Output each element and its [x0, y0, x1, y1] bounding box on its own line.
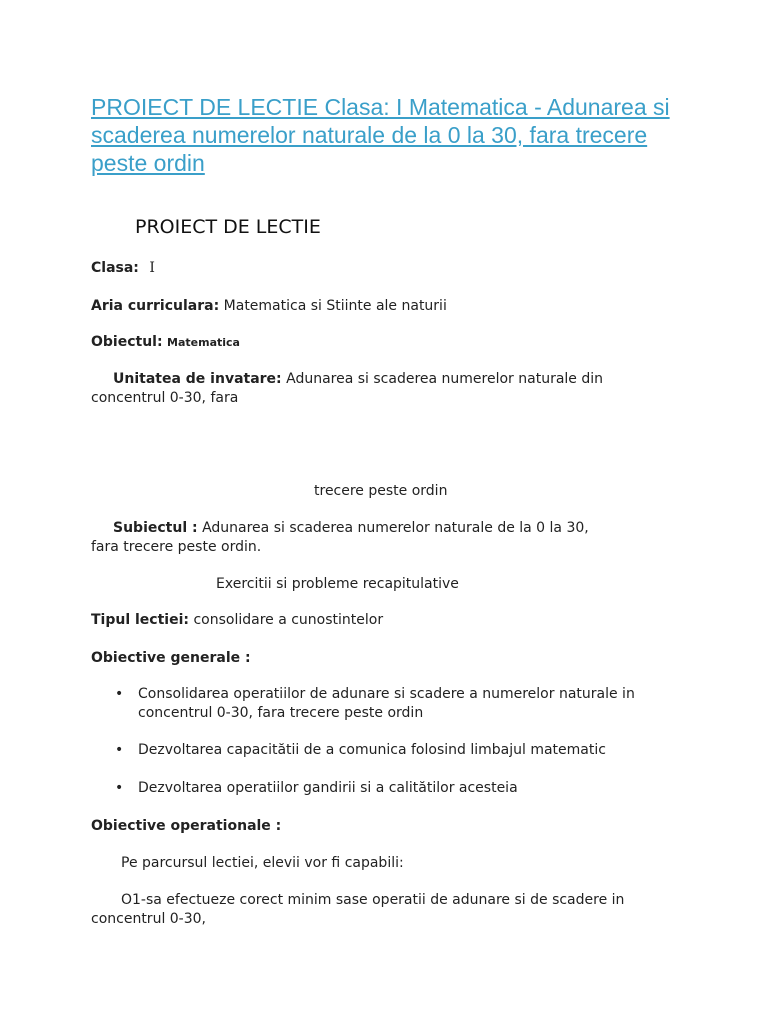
unitatea-line3: trecere peste ordin: [314, 483, 448, 499]
subiectul-line2: fara trecere peste ordin.: [91, 539, 262, 555]
tipul-value: consolidare a cunostintelor: [193, 612, 384, 628]
aria-label: Aria curriculara:: [91, 298, 220, 314]
obiectul-value: Matematica: [167, 336, 240, 349]
aria-row: [91, 297, 447, 316]
bullet-icon: •: [115, 742, 124, 758]
subiectul-value: Adunarea si scaderea numerelor naturale de la 0 la 30,: [202, 520, 589, 536]
tipul-label: Tipul lectiei:: [91, 612, 189, 628]
clasa-row: [91, 259, 155, 278]
list-item-text: Dezvoltarea capacitătii de a comunica folosind limbajul matematic: [138, 742, 606, 758]
aria-value: Matematica si Stiinte ale naturii: [223, 298, 447, 314]
subiectul-label: Subiectul :: [113, 520, 198, 536]
obiective-operationale-intro: Pe parcursul lectiei, elevii vor fi capabili:: [121, 855, 404, 871]
list-item-text: Dezvoltarea operatiilor gandirii si a calitătilor acesteia: [138, 780, 518, 796]
unitatea-label: Unitatea de invatare:: [113, 371, 282, 387]
bullet-icon: •: [115, 780, 124, 796]
obiective-operationale-label: Obiective operationale :: [91, 818, 282, 834]
obiectul-row: [91, 333, 240, 352]
clasa-value: I: [149, 260, 155, 276]
lesson-heading: PROIECT DE LECTIE: [135, 216, 321, 238]
obiectul-label: Obiectul:: [91, 334, 163, 350]
clasa-label: Clasa:: [91, 260, 139, 276]
unitatea-row: [113, 370, 603, 389]
bullet-icon: •: [115, 686, 124, 702]
o1-line1: O1-sa efectueze corect minim sase operatii de adunare si de scadere in: [121, 892, 625, 908]
tipul-row: [91, 611, 383, 630]
o1-line2: concentrul 0-30,: [91, 911, 207, 927]
unitatea-line2: concentrul 0-30, fara: [91, 390, 239, 406]
unitatea-value: Adunarea si scaderea numerelor naturale din: [286, 371, 604, 387]
subiectul-line3: Exercitii si probleme recapitulative: [216, 576, 459, 592]
list-item-text: Consolidarea operatiilor de adunare si scadere a numerelor naturale in concentrul 0-30, fara trecere peste ordin: [138, 686, 635, 721]
document-title-link[interactable]: PROIECT DE LECTIE Clasa: I Matematica - Adunarea si scaderea numerelor naturale de la 0 la 30, fara trecere peste ordin: [91, 94, 670, 176]
subiectul-row: [113, 519, 589, 538]
obiective-generale-label: Obiective generale :: [91, 650, 251, 666]
